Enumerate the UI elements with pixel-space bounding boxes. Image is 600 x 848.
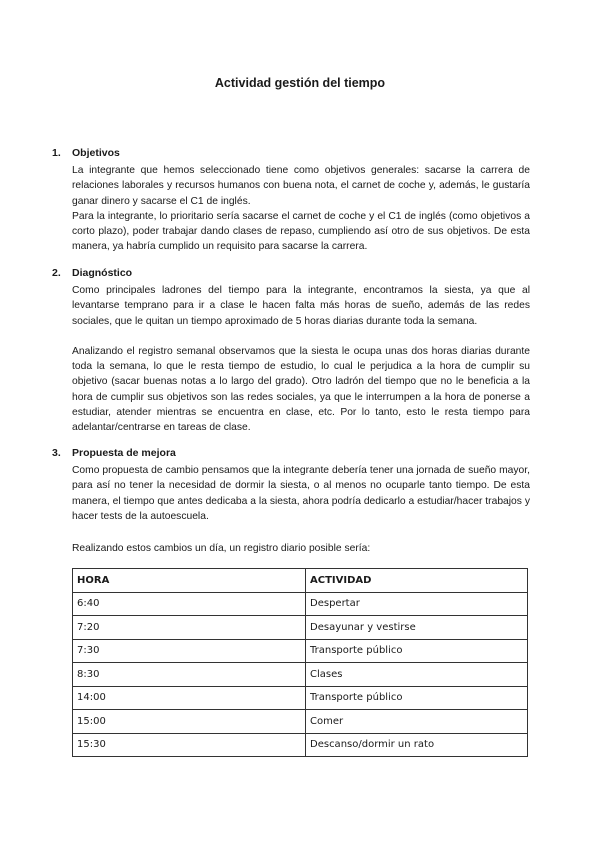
section-number: 2. [52, 267, 61, 279]
cell-hora: 6:40 [73, 592, 306, 616]
table-row [73, 616, 528, 640]
section-title: Objetivos [72, 147, 120, 159]
section-heading [52, 146, 530, 160]
cell-actividad: Transporte público [306, 686, 528, 710]
cell-actividad: Despertar [306, 592, 528, 616]
section-diagnostico [52, 266, 530, 436]
cell-hora: 15:30 [73, 733, 306, 757]
section-number: 3. [52, 447, 61, 459]
paragraph: Como propuesta de cambio pensamos que la integrante debería tener una jornada de sueño mayor, para así no tener la necesidad de dormir la siesta, o al menos no ocuparle tanto tiempo. De esta manera, el tiempo que antes dedicaba a la siesta, ahora podría dedicarlo a estudiar/hacer trabajos y hacer tests de la autoescuela. [72, 465, 530, 522]
table-row [73, 592, 528, 616]
section-title: Diagnóstico [72, 267, 133, 279]
cell-hora: 7:20 [73, 616, 306, 640]
schedule-intro: Realizando estos cambios un día, un registro diario posible sería: [72, 543, 371, 554]
table-row [73, 639, 528, 663]
section-heading [52, 266, 530, 280]
table-row [73, 733, 528, 757]
paragraph: Analizando el registro semanal observamos que la siesta le ocupa unas dos horas diarias durante toda la semana, lo que le resta tiempo de estudio, lo cual le perjudica a la hora de cumplir su objetivo (sacar buenas notas a lo largo del grado). Otro ladrón del tiempo que no le beneficia a la hora de cumplir sus objetivos son las redes sociales, ya que le interrumpen a la hora de ponerse a estudiar, atender mientras se encuentra en clase, etc. Por lo tanto, esto le resta tiempo para adelantar/centrarse en tareas de clase. [72, 345, 530, 434]
document-title: Actividad gestión del tiempo [214, 76, 386, 90]
section-body [72, 163, 530, 255]
section-body [72, 463, 530, 524]
table-row [73, 710, 528, 734]
cell-hora: 8:30 [73, 663, 306, 687]
paragraph: Para la integrante, lo prioritario sería sacarse el carnet de coche y el C1 de inglés (como objetivos a corto plazo), poder trabajar dando clases de repaso, cumpliendo así otro de sus objetivos. De esta manera, ya habría cumplido un requisito para sacarse la carrera. [72, 210, 530, 253]
table-row [73, 686, 528, 710]
table-header-row [73, 569, 528, 593]
section-propuesta-de-mejora [52, 446, 530, 524]
daily-schedule-table [72, 568, 528, 757]
section-body [72, 283, 530, 436]
column-header-actividad: ACTIVIDAD [306, 569, 528, 593]
cell-actividad: Transporte público [306, 639, 528, 663]
cell-actividad: Comer [306, 710, 528, 734]
cell-actividad: Descanso/dormir un rato [306, 733, 528, 757]
cell-actividad: Desayunar y vestirse [306, 616, 528, 640]
section-objetivos [52, 146, 530, 255]
paragraph: Como principales ladrones del tiempo para la integrante, encontramos la siesta, ya que al levantarse temprano para ir a clase le hacen falta más horas de sueño, además de las redes sociales, que le quitan un tiempo aproximado de 5 horas diarias durante toda la semana. [72, 285, 530, 327]
section-number: 1. [52, 147, 61, 159]
column-header-hora: HORA [73, 569, 306, 593]
section-heading [52, 446, 530, 460]
cell-actividad: Clases [306, 663, 528, 687]
paragraph: La integrante que hemos seleccionado tiene como objetivos generales: sacarse la carrera de relaciones laborales y recursos humanos con buena nota, el carnet de coche y, además, le gustaría ganar dinero y sacarse el C1 de inglés. [72, 165, 530, 207]
cell-hora: 14:00 [73, 686, 306, 710]
cell-hora: 15:00 [73, 710, 306, 734]
cell-hora: 7:30 [73, 639, 306, 663]
table-row [73, 663, 528, 687]
section-title: Propuesta de mejora [72, 447, 176, 459]
